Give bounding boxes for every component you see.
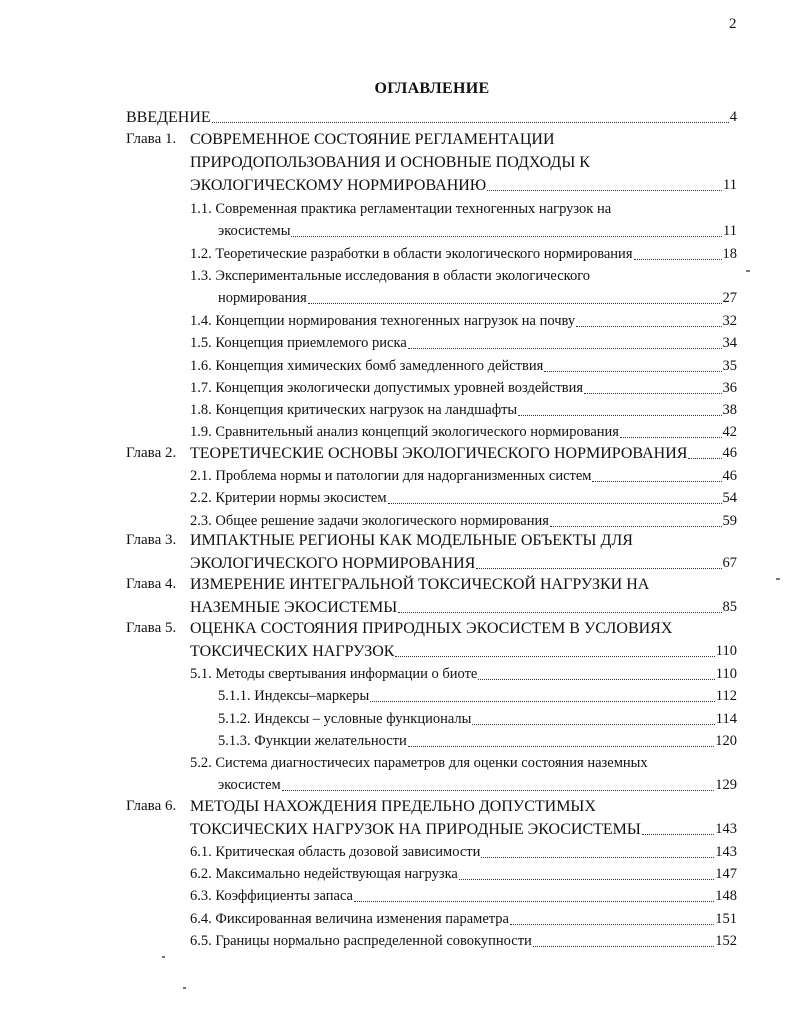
toc-entry-1-5[interactable]: [190, 332, 737, 355]
toc-entry-text: 2.3. Общее решение задачи экологического нормирования: [190, 513, 549, 529]
toc-entry-text: 6.3. Коэффициенты запаса: [190, 888, 353, 904]
dot-leader: [544, 371, 721, 372]
dot-leader: [584, 393, 721, 394]
chapter-label: Глава 3.: [126, 532, 177, 548]
toc-entry-chapter-1[interactable]: [190, 174, 737, 197]
toc-page: 120: [715, 733, 737, 749]
section-title-line: 1.1. Современная практика регламентации техногенных нагрузок на: [190, 201, 612, 217]
toc-entry-text: ВВЕДЕНИЕ: [126, 109, 211, 126]
dot-leader: [510, 924, 714, 925]
toc-title: ОГЛАВЛЕНИЕ: [374, 80, 490, 97]
toc-page: 42: [722, 424, 737, 440]
toc-page: 36: [722, 380, 737, 396]
section-title-line: 1.3. Экспериментальные исследования в области экологического: [190, 268, 591, 284]
chapter-label: Глава 2.: [126, 445, 177, 461]
toc-page: 112: [715, 688, 737, 704]
dot-leader: [478, 679, 714, 680]
toc-page: 147: [715, 866, 737, 882]
scan-speck: [183, 987, 186, 989]
toc-entry-text: 2.1. Проблема нормы и патологии для надорганизменных систем: [190, 468, 592, 484]
toc-page: 35: [722, 358, 737, 374]
toc-page: 59: [722, 513, 737, 529]
toc-entry-text: ЭКОЛОГИЧЕСКОМУ НОРМИРОВАНИЮ: [190, 177, 487, 194]
toc-entry-text: ЭКОЛОГИЧЕСКОГО НОРМИРОВАНИЯ: [190, 555, 476, 572]
toc-entry-text: 5.1. Методы свертывания информации о биоте: [190, 666, 478, 682]
dot-leader: [212, 122, 729, 123]
toc-entry-text: нормирования: [218, 290, 307, 306]
toc-entry-1-6[interactable]: [190, 355, 737, 378]
dot-leader: [620, 437, 722, 438]
toc-entry-5-1[interactable]: [190, 663, 737, 686]
toc-page: 46: [722, 445, 737, 461]
toc-entry-6-5[interactable]: [190, 930, 737, 953]
toc-entry-text: 1.5. Концепция приемлемого риска: [190, 335, 407, 351]
toc-entry-text: 1.4. Концепции нормирования техногенных нагрузок на почву: [190, 313, 576, 329]
dot-leader: [476, 568, 721, 569]
toc-page: 151: [715, 911, 737, 927]
dot-leader: [388, 503, 722, 504]
chapter-title-line: ПРИРОДОПОЛЬЗОВАНИЯ И ОСНОВНЫЕ ПОДХОДЫ К: [190, 154, 590, 171]
toc-page: 46: [722, 468, 737, 484]
dot-leader: [592, 481, 721, 482]
toc-entry-1-3[interactable]: [218, 287, 737, 310]
toc-entry-1-9[interactable]: [190, 421, 737, 444]
dot-leader: [291, 236, 722, 237]
dot-leader: [408, 348, 722, 349]
scan-speck: [776, 578, 780, 580]
toc-entry-5-2[interactable]: [218, 774, 737, 797]
toc-page: 152: [715, 933, 737, 949]
dot-leader: [487, 190, 722, 191]
dot-leader: [395, 656, 714, 657]
chapter-label: Глава 6.: [126, 798, 177, 814]
toc-page: 148: [715, 888, 737, 904]
toc-entry-chapter-6[interactable]: [190, 818, 737, 841]
toc-entry-6-1[interactable]: [190, 841, 737, 864]
toc-entry-text: ТОКСИЧЕСКИХ НАГРУЗОК: [190, 643, 395, 660]
chapter-label: Глава 4.: [126, 576, 177, 592]
toc-entry-1-8[interactable]: [190, 399, 737, 422]
dot-leader: [408, 746, 715, 747]
toc-entry-text: 6.5. Границы нормально распределенной совокупности: [190, 933, 532, 949]
toc-entry-6-2[interactable]: [190, 863, 737, 886]
toc-entry-text: 1.6. Концепция химических бомб замедленного действия: [190, 358, 544, 374]
toc-entry-text: 6.4. Фиксированная величина изменения параметра: [190, 911, 509, 927]
toc-page: 38: [722, 402, 737, 418]
toc-entry-chapter-2[interactable]: [190, 442, 737, 465]
toc-page: 129: [715, 777, 737, 793]
toc-page: 4: [729, 109, 737, 125]
toc-entry-6-4[interactable]: [190, 908, 737, 931]
toc-entry-text: ТОКСИЧЕСКИХ НАГРУЗОК НА ПРИРОДНЫЕ ЭКОСИСТЕМЫ: [190, 821, 641, 838]
toc-page: 114: [715, 711, 737, 727]
toc-entry-6-3[interactable]: [190, 885, 737, 908]
toc-entry-text: НАЗЕМНЫЕ ЭКОСИСТЕМЫ: [190, 599, 398, 616]
dot-leader: [642, 834, 714, 835]
toc-entry-1-7[interactable]: [190, 377, 737, 400]
toc-entry-text: экосистем: [218, 777, 281, 793]
chapter-label: Глава 1.: [126, 131, 177, 147]
dot-leader: [398, 612, 721, 613]
toc-entry-text: 1.8. Концепция критических нагрузок на ландшафты: [190, 402, 518, 418]
toc-page: 110: [715, 643, 737, 659]
page-number: 2: [729, 16, 737, 32]
toc-page: 85: [722, 599, 737, 615]
toc-page: 67: [722, 555, 737, 571]
dot-leader: [634, 259, 722, 260]
chapter-title-line: МЕТОДЫ НАХОЖДЕНИЯ ПРЕДЕЛЬНО ДОПУСТИМЫХ: [190, 798, 596, 815]
toc-entry-text: 1.9. Сравнительный анализ концепций экологического нормирования: [190, 424, 619, 440]
dot-leader: [481, 857, 714, 858]
toc-entry-1-1[interactable]: [218, 220, 737, 243]
chapter-title-line: СОВРЕМЕННОЕ СОСТОЯНИЕ РЕГЛАМЕНТАЦИИ: [190, 131, 555, 148]
toc-entry-1-4[interactable]: [190, 310, 737, 333]
toc-entry-chapter-5[interactable]: [190, 640, 737, 663]
chapter-title-line: ИМПАКТНЫЕ РЕГИОНЫ КАК МОДЕЛЬНЫЕ ОБЪЕКТЫ ДЛЯ: [190, 532, 633, 549]
toc-page: 11: [723, 177, 737, 193]
toc-page: 11: [723, 223, 737, 239]
scan-speck: [746, 270, 750, 272]
toc-page: 32: [722, 313, 737, 329]
toc-entry-text: 5.1.1. Индексы–маркеры: [218, 688, 370, 704]
toc-entry-text: 2.2. Критерии нормы экосистем: [190, 490, 387, 506]
toc-entry-intro[interactable]: [126, 106, 737, 129]
toc-entry-1-2[interactable]: [190, 243, 737, 266]
toc-entry-text: 6.1. Критическая область дозовой зависимости: [190, 844, 481, 860]
toc-entry-5-1-2[interactable]: [218, 708, 737, 731]
dot-leader: [370, 701, 715, 702]
toc-entry-text: 1.7. Концепция экологически допустимых уровней воздействия: [190, 380, 584, 396]
chapter-title-line: ОЦЕНКА СОСТОЯНИЯ ПРИРОДНЫХ ЭКОСИСТЕМ В УСЛОВИЯХ: [190, 620, 673, 637]
toc-entry-2-2[interactable]: [190, 487, 737, 510]
toc-page: 54: [722, 490, 737, 506]
toc-entry-chapter-3[interactable]: [190, 552, 737, 575]
toc-entry-text: 5.1.2. Индексы – условные функционалы: [218, 711, 472, 727]
toc-page: 27: [722, 290, 737, 306]
toc-page: 110: [715, 666, 737, 682]
toc-entry-5-1-1[interactable]: [218, 685, 737, 708]
toc-entry-text: 1.2. Теоретические разработки в области экологического нормирования: [190, 246, 633, 262]
toc-entry-chapter-4[interactable]: [190, 596, 737, 619]
dot-leader: [688, 458, 721, 459]
scan-speck: [162, 956, 165, 958]
dot-leader: [354, 901, 714, 902]
toc-entry-text: ТЕОРЕТИЧЕСКИЕ ОСНОВЫ ЭКОЛОГИЧЕСКОГО НОРМИРОВАНИЯ: [190, 445, 688, 462]
dot-leader: [459, 879, 714, 880]
toc-entry-2-1[interactable]: [190, 465, 737, 488]
dot-leader: [308, 303, 722, 304]
dot-leader: [282, 790, 715, 791]
toc-page: 18: [722, 246, 737, 262]
dot-leader: [576, 326, 721, 327]
dot-leader: [550, 526, 722, 527]
chapter-title-line: ИЗМЕРЕНИЕ ИНТЕГРАЛЬНОЙ ТОКСИЧЕСКОЙ НАГРУЗКИ НА: [190, 576, 650, 593]
toc-page: 143: [715, 844, 737, 860]
toc-page: 143: [715, 821, 737, 837]
toc-entry-5-1-3[interactable]: [218, 730, 737, 753]
toc-entry-text: 6.2. Максимально недействующая нагрузка: [190, 866, 458, 882]
toc-entry-text: 5.1.3. Функции желательности: [218, 733, 407, 749]
dot-leader: [472, 724, 714, 725]
toc-page: 34: [722, 335, 737, 351]
dot-leader: [518, 415, 721, 416]
dot-leader: [533, 946, 714, 947]
toc-entry-text: экосистемы: [218, 223, 291, 239]
section-title-line: 5.2. Система диагностичесих параметров для оценки состояния наземных: [190, 755, 648, 771]
chapter-label: Глава 5.: [126, 620, 177, 636]
